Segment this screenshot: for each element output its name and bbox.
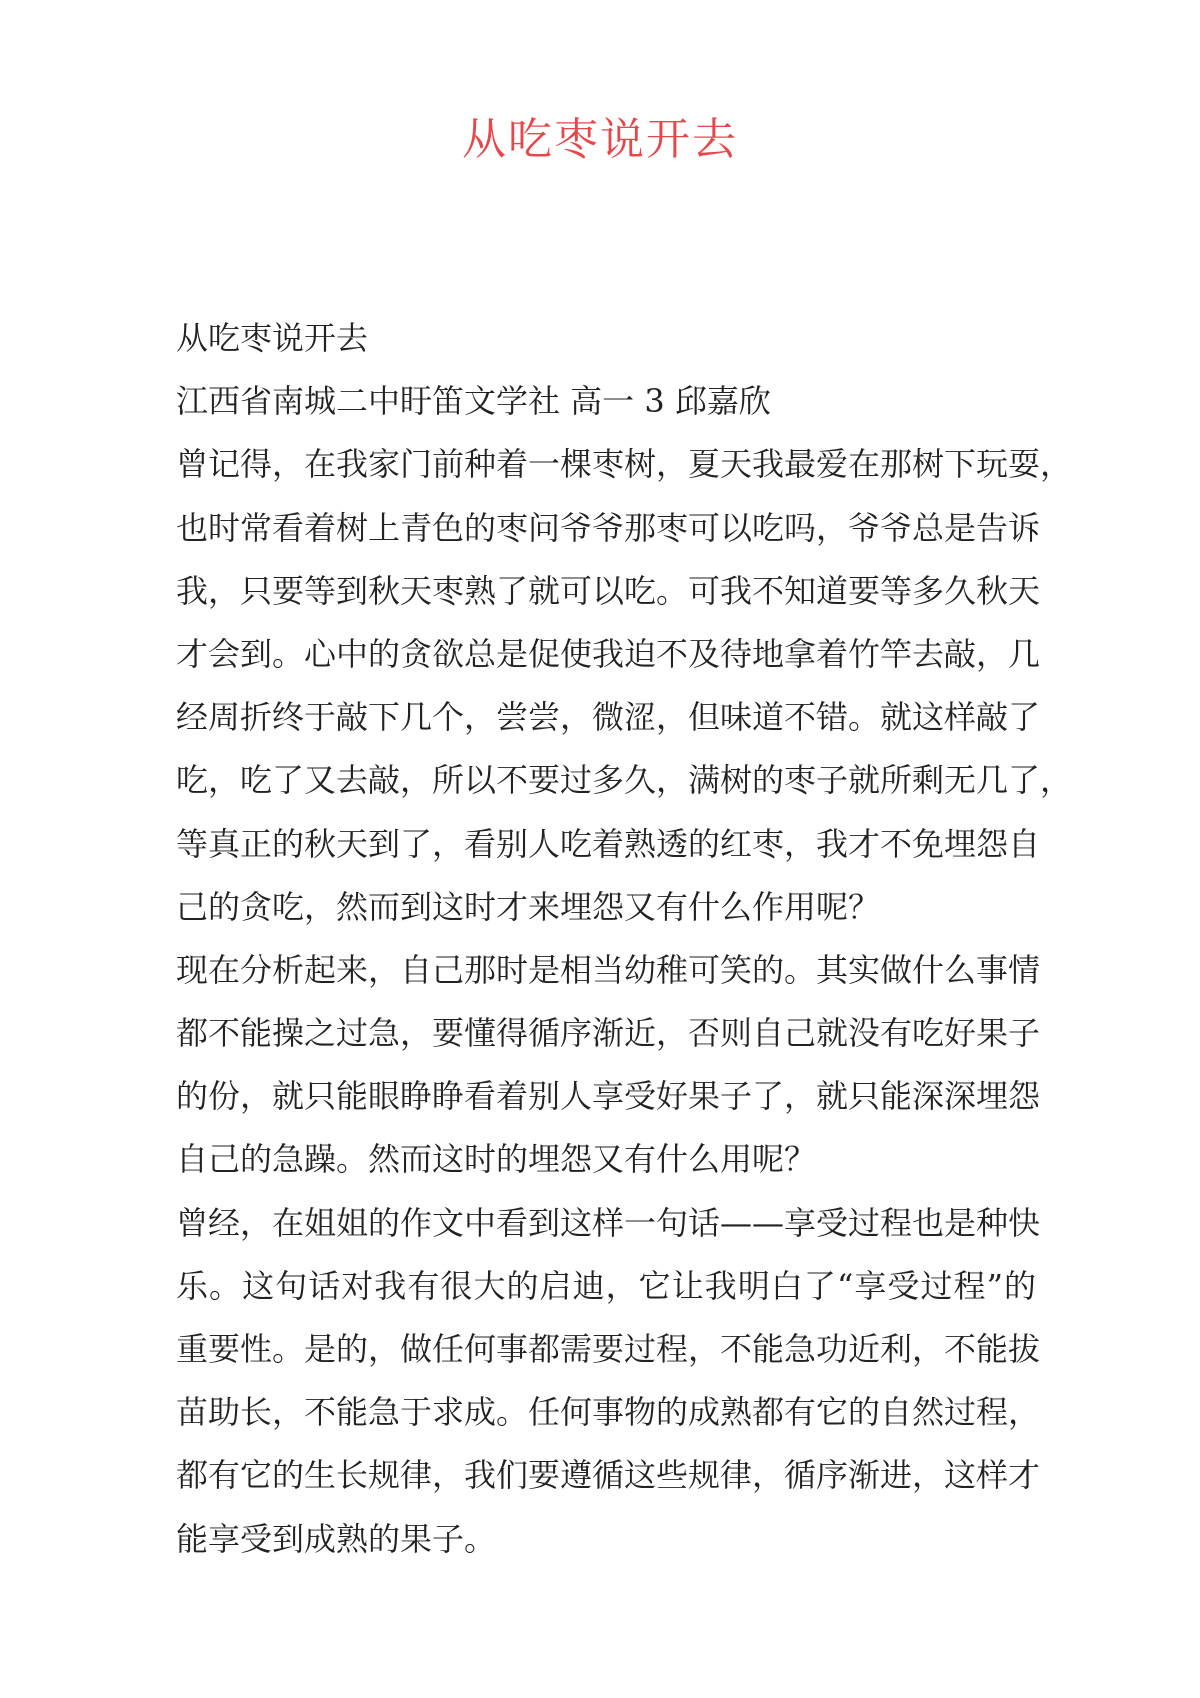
paragraph-line: 也时常看着树上青色的枣问爷爷那枣可以吃吗，爷爷总是告诉 [176,508,1041,547]
paragraph-line: 自己的急躁。然而这时的埋怨又有什么用呢？ [176,1140,817,1179]
paragraph-line: 我，只要等到秋天枣熟了就可以吃。可我不知道要等多久秋天 [176,571,1041,610]
paragraph-line: 现在分析起来，自己那时是相当幼稚可笑的。其实做什么事情 [176,950,1041,989]
paragraph-line: 曾记得，在我家门前种着一棵枣树，夏天我最爱在那树下玩耍， [176,445,1073,484]
paragraph-line: 都有它的生长规律，我们要遵循这些规律，循序渐进，这样才 [176,1456,1041,1495]
paragraph-line: 经周折终于敲下几个，尝尝，微涩，但味道不错。就这样敲了 [176,698,1041,737]
paragraph-line: 乐。这句话对我有很大的启迪，它让我明白了“享受过程”的 [176,1266,1036,1305]
page-title: 从吃枣说开去 [462,114,738,165]
paragraph-line: 吃，吃了又去敲，所以不要过多久，满树的枣子就所剩无几了， [176,761,1073,800]
article-byline: 江西省南城二中盱笛文学社 高一 3 邱嘉欣 [176,382,771,421]
paragraph-line: 都不能操之过急，要懂得循序渐近，否则自己就没有吃好果子 [176,1014,1041,1053]
article-body [176,307,1073,1571]
paragraph-line: 曾经，在姐姐的作文中看到这样一句话——享受过程也是种快 [176,1203,1041,1242]
paragraph-line: 能享受到成熟的果子。 [176,1519,497,1558]
paragraph-line: 才会到。心中的贪欲总是促使我迫不及待地拿着竹竿去敲，几 [176,634,1041,673]
paragraph-3 [176,1192,1041,1571]
paragraph-line: 己的贪吃，然而到这时才来埋怨又有什么作用呢？ [176,887,881,926]
paragraph-line: 重要性。是的，做任何事都需要过程，不能急功近利，不能拔 [176,1330,1041,1368]
article-heading: 从吃枣说开去 [176,319,369,357]
paragraph-1 [176,433,1073,939]
paragraph-2 [176,939,1041,1192]
paragraph-line: 等真正的秋天到了，看别人吃着熟透的红枣，我才不免埋怨自 [176,824,1041,863]
paragraph-line: 苗助长，不能急于求成。任何事物的成熟都有它的自然过程， [176,1393,1041,1432]
paragraph-line: 的份，就只能眼睁睁看着别人享受好果子了，就只能深深埋怨 [176,1077,1041,1116]
